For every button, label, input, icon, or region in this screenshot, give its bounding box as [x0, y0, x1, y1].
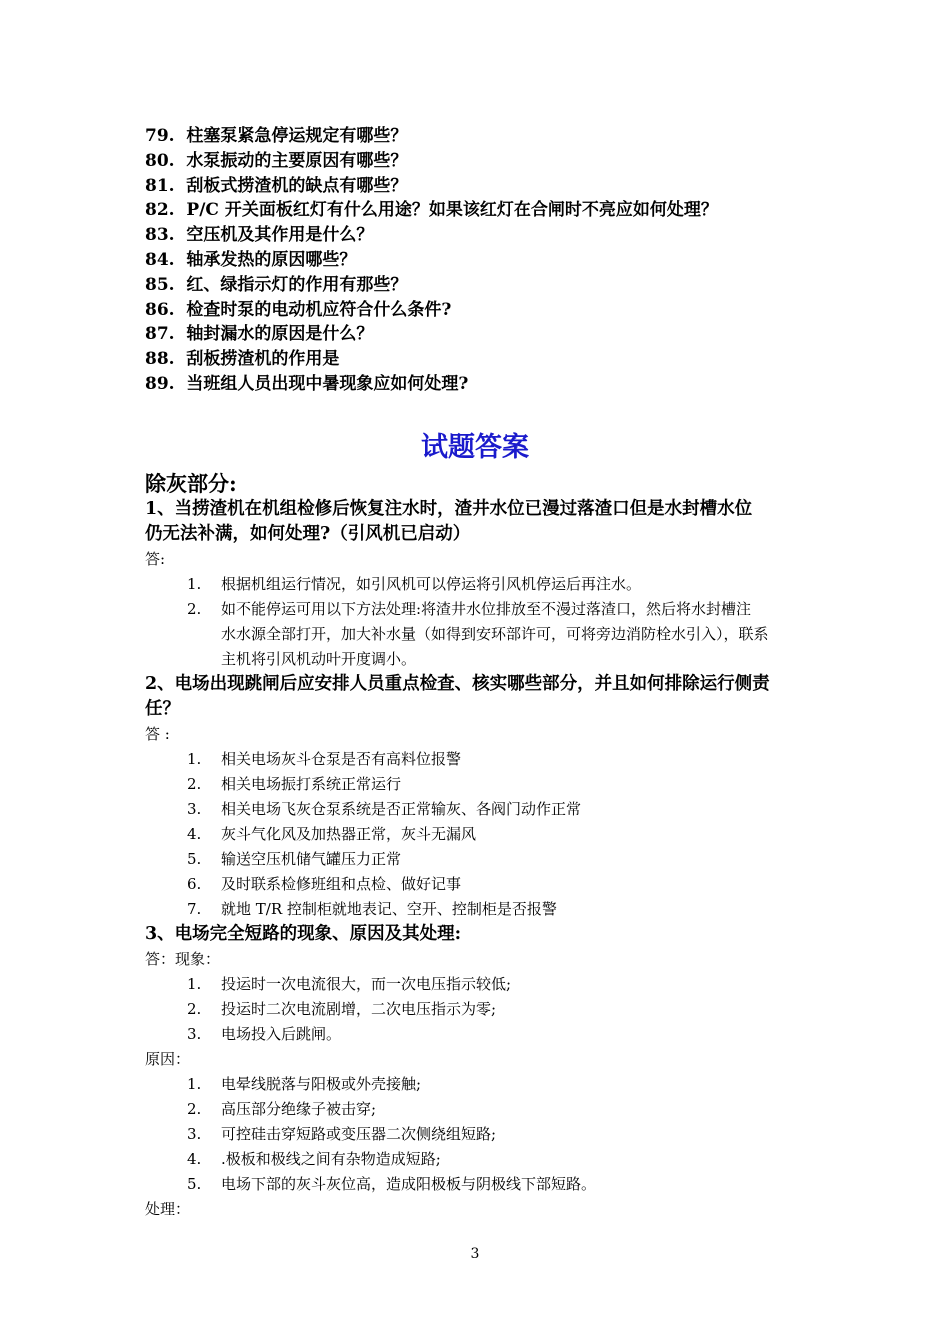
question-item: 87. 轴封漏水的原因是什么？ — [145, 324, 374, 345]
answer-label: 答 : — [145, 725, 170, 743]
list-item: 3. 相关电场飞灰仓泵系统是否正常输灰、各阀门动作正常 — [187, 800, 582, 818]
list-item: 3. 电场投入后跳闸。 — [187, 1025, 342, 1043]
list-item: 7. 就地 T/R 控制柜就地表记、空开、控制柜是否报警 — [187, 900, 557, 918]
list-item: 4. .极板和极线之间有杂物造成短路; — [187, 1150, 441, 1168]
answer-list — [145, 972, 815, 1047]
list-item: 1. 投运时一次电流很大，而一次电压指示较低; — [187, 975, 512, 993]
list-item: 6. 及时联系检修班组和点检、做好记事 — [187, 875, 462, 893]
answer-list — [145, 572, 815, 672]
handle-label: 处理： — [145, 1200, 191, 1218]
list-item: 1. 根据机组运行情况，如引风机可以停运将引风机停运后再注水。 — [187, 575, 642, 593]
cause-label: 原因： — [145, 1050, 191, 1068]
answer-label: 答：现象： — [145, 950, 221, 968]
question-item: 85. 红、绿指示灯的作用有那些？ — [145, 274, 408, 295]
list-item: 1. 相关电场灰斗仓泵是否有高料位报警 — [187, 750, 462, 768]
question-item: 86. 检查时泵的电动机应符合什么条件? — [145, 299, 452, 320]
section-title: 试题答案 — [421, 432, 529, 463]
question-item: 83. 空压机及其作用是什么？ — [145, 225, 374, 246]
question-item: 82. P/C 开关面板红灯有什么用途？如果该红灯在合闸时不亮应如何处理？ — [145, 200, 718, 221]
question-item: 79. 柱塞泵紧急停运规定有哪些？ — [145, 126, 408, 146]
list-item: 2. 相关电场振打系统正常运行 — [187, 775, 402, 793]
list-item: 4. 灰斗气化风及加热器正常，灰斗无漏风 — [187, 825, 477, 843]
part-title: 除灰部分: — [145, 471, 237, 496]
answers-content — [145, 497, 815, 1222]
list-item: 2. 投运时二次电流剧增，二次电压指示为零; — [187, 1000, 497, 1018]
list-item: 5. 输送空压机储气罐压力正常 — [187, 850, 402, 868]
list-item: 3. 可控硅击穿短路或变压器二次侧绕组短路; — [187, 1125, 497, 1143]
list-item: 5. 电场下部的灰斗灰位高，造成阳极板与阴极线下部短路。 — [187, 1175, 597, 1193]
question-item: 81. 刮板式捞渣机的缺点有哪些？ — [145, 175, 408, 196]
question-list — [145, 124, 825, 397]
answer-label: 答: — [145, 550, 166, 568]
list-item: 1. 电晕线脱落与阳极或外壳接触; — [187, 1075, 422, 1093]
question-heading: 3、电场完全短路的现象、原因及其处理: — [145, 924, 462, 944]
question-item: 89. 当班组人员出现中暑现象应如何处理? — [145, 373, 469, 394]
answer-list — [145, 747, 815, 922]
question-item: 80. 水泵振动的主要原因有哪些？ — [145, 150, 408, 171]
question-item: 88. 刮板捞渣机的作用是 — [145, 349, 340, 370]
cause-list — [145, 1072, 815, 1197]
list-item: 2. 如不能停运可用以下方法处理:将渣井水位排放至不漫过落渣口，然后将水封槽注 水水源全部打开，加大补水量（如得到安环部许可，可将旁边消防栓水引入），联系 主机将引风机动叶开度调小。 — [187, 600, 769, 668]
question-item: 84. 轴承发热的原因哪些？ — [145, 249, 357, 270]
question-heading: 1、当捞渣机在机组检修后恢复注水时，渣井水位已漫过落渣口但是水封槽水位 仍无法补满，如何处理?（引风机已启动） — [145, 499, 753, 544]
page-number: 3 — [470, 1246, 480, 1262]
list-item: 2. 高压部分绝缘子被击穿; — [187, 1100, 377, 1118]
question-heading: 2、电场出现跳闸后应安排人员重点检查、核实哪些部分，并且如何排除运行侧责 任？ — [145, 674, 770, 719]
